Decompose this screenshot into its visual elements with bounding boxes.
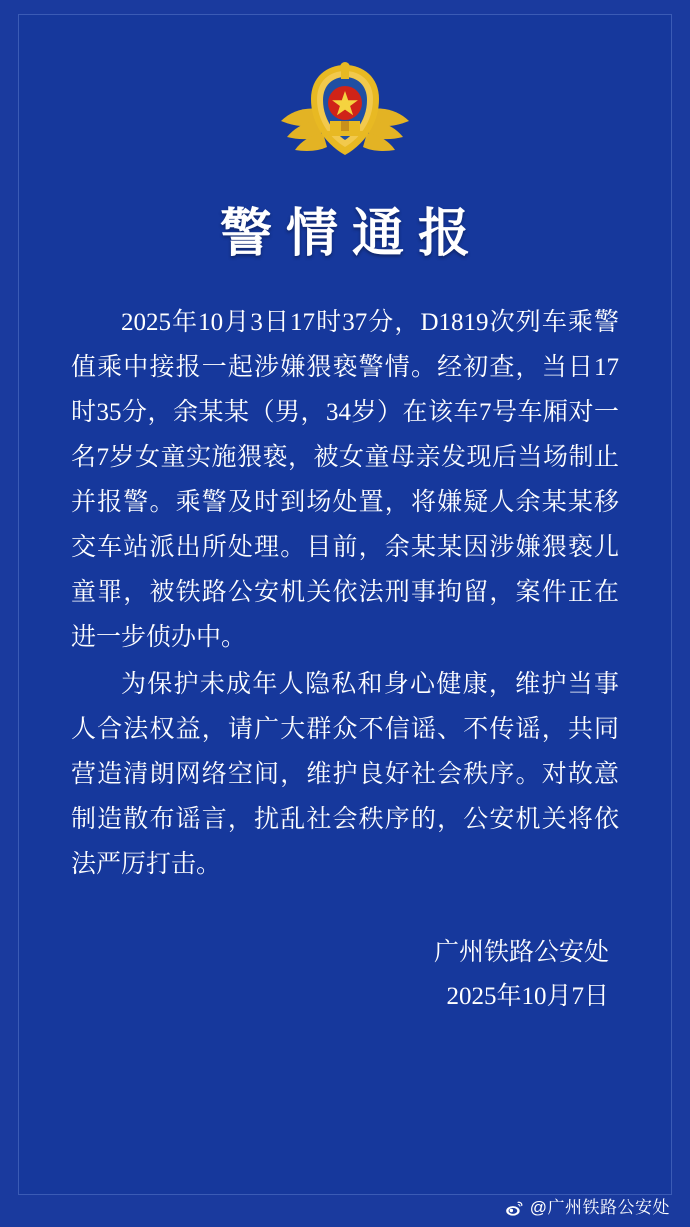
signature-organization: 广州铁路公安处 — [433, 939, 609, 966]
signature-block — [19, 931, 609, 1019]
footer-watermark — [0, 1189, 690, 1221]
emblem-container — [19, 15, 671, 169]
footer-handle: @广州铁路公安处 — [529, 1197, 670, 1217]
page-title: 警情通报 — [219, 206, 484, 263]
china-police-emblem-icon — [275, 51, 415, 169]
weibo-icon — [505, 1199, 524, 1218]
notice-paragraph-2: 为保护未成年人隐私和身心健康，维护当事人合法权益，请广大群众不信谣、不传谣，共同营造清朗网络空间，维护良好社会秩序。对故意制造散布谣言，扰乱社会秩序的，公安机关将依法严厉打击。 — [71, 671, 619, 878]
notice-paragraph-1: 2025年10月3日17时37分，D1819次列车乘警值乘中接报一起涉嫌猥亵警情。经初查，当日17时35分，余某某（男，34岁）在该车7号车厢对一名7岁女童实施猥亵，被女童母亲发现后当场制止并报警。乘警及时到场处置，将嫌疑人余某某移交车站派出所处理。目前，余某某因涉嫌猥亵儿童罪，被铁路公安机关依法刑事拘留，案件正在进一步侦办中。 — [71, 309, 619, 651]
signature-date: 2025年10月7日 — [446, 983, 609, 1010]
notice-document — [18, 14, 672, 1195]
notice-body — [71, 300, 619, 887]
